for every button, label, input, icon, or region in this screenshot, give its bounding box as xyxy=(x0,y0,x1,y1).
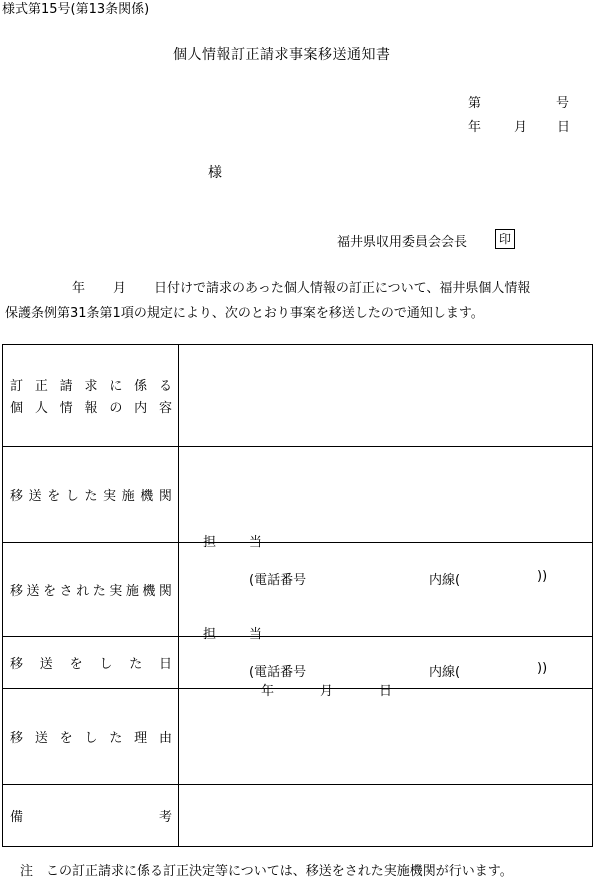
addressee-suffix: 様 xyxy=(208,165,222,181)
content-cell[interactable] xyxy=(179,345,593,447)
label-char: を xyxy=(59,731,73,746)
label-char: の xyxy=(109,401,123,416)
label-char: を xyxy=(47,489,61,504)
transfer-date-day: 日 xyxy=(379,683,393,699)
content-cell[interactable] xyxy=(179,689,593,785)
label-char: 機 xyxy=(140,489,154,504)
row1-label-line2 xyxy=(3,397,178,416)
content-cell[interactable] xyxy=(179,447,593,588)
label-char: 理 xyxy=(134,731,148,746)
sender-name: 福井県収用委員会会長 xyxy=(337,235,468,250)
label-char: 情 xyxy=(59,401,73,416)
row5-label xyxy=(3,727,178,746)
label-cell xyxy=(3,637,179,689)
label-char: た xyxy=(92,584,106,599)
label-char: た xyxy=(84,489,98,504)
label-char: 個 xyxy=(10,401,24,416)
label-char: 報 xyxy=(84,401,98,416)
row6-label xyxy=(3,806,178,825)
label-char: 訂 xyxy=(10,379,24,394)
label-char: 容 xyxy=(158,401,172,416)
extension-close: )) xyxy=(537,568,548,584)
label-char: 考 xyxy=(158,810,172,825)
extension-label: 内線( xyxy=(429,572,461,588)
document-title: 個人情報訂正請求事案移送通知書 xyxy=(173,47,391,63)
label-char: 人 xyxy=(34,401,48,416)
transfer-date-month: 月 xyxy=(320,683,334,699)
label-char: 移 xyxy=(10,657,24,672)
label-cell xyxy=(3,543,179,637)
row2-label xyxy=(3,485,178,504)
label-char: を xyxy=(69,657,83,672)
label-char: 機 xyxy=(142,584,156,599)
table-row xyxy=(3,689,593,785)
contact-tou: 当 xyxy=(249,626,263,642)
row4-label xyxy=(3,653,178,672)
document-number-suffix: 号 xyxy=(556,96,570,111)
label-char: 実 xyxy=(103,489,117,504)
content-cell[interactable] xyxy=(179,637,593,699)
label-char: 送 xyxy=(34,731,48,746)
label-char: 係 xyxy=(134,379,148,394)
row1-label-line1 xyxy=(3,375,178,394)
label-char: 移 xyxy=(10,584,24,599)
label-char: 関 xyxy=(158,584,172,599)
body-line-1 xyxy=(72,277,530,296)
label-char: 正 xyxy=(34,379,48,394)
label-char: さ xyxy=(59,584,73,599)
issue-date-year: 年 xyxy=(468,120,482,135)
content-cell[interactable] xyxy=(179,785,593,847)
label-char: を xyxy=(43,584,57,599)
extension-close: )) xyxy=(537,660,548,676)
contact-tou: 当 xyxy=(249,534,263,550)
contact-tan: 担 xyxy=(203,626,217,642)
label-char: に xyxy=(109,379,123,394)
label-char: 求 xyxy=(84,379,98,394)
body-line-2: 保護条例第31条第1項の規定により、次のとおり事案を移送したので通知します。 xyxy=(5,306,484,321)
label-char: 施 xyxy=(121,489,135,504)
notification-table xyxy=(2,344,593,847)
label-char: る xyxy=(158,379,172,394)
label-char: 日 xyxy=(158,657,172,672)
label-char: し xyxy=(84,731,98,746)
form-number-label: 様式第15号(第13条関係) xyxy=(2,2,150,17)
label-char: 備 xyxy=(10,810,24,825)
label-char: し xyxy=(99,657,113,672)
body-text-1: 日付けで請求のあった個人情報の訂正について、福井県個人情報 xyxy=(154,281,531,296)
label-cell xyxy=(3,785,179,847)
table-row xyxy=(3,543,593,637)
table-row xyxy=(3,345,593,447)
label-char: た xyxy=(109,731,123,746)
label-char: れ xyxy=(76,584,90,599)
row3-label xyxy=(3,580,178,599)
seal-box: 印 xyxy=(495,229,515,249)
label-char: 内 xyxy=(134,401,148,416)
issue-date-day: 日 xyxy=(557,120,571,135)
transfer-date-year: 年 xyxy=(261,683,275,699)
label-char: 送 xyxy=(26,584,40,599)
label-char: 送 xyxy=(39,657,53,672)
body-month: 月 xyxy=(113,281,127,296)
label-cell xyxy=(3,689,179,785)
table-row xyxy=(3,785,593,847)
contact-tan: 担 xyxy=(203,534,217,550)
label-cell xyxy=(3,447,179,543)
content-cell[interactable] xyxy=(179,543,593,680)
footnote: 注 この訂正請求に係る訂正決定等については、移送をされた実施機関が行います。 xyxy=(20,864,513,879)
label-char: 請 xyxy=(59,379,73,394)
document-number-prefix: 第 xyxy=(468,96,482,111)
label-char: 関 xyxy=(158,489,172,504)
phone-label: (電話番号 xyxy=(249,572,307,588)
issue-date-month: 月 xyxy=(514,120,528,135)
label-char: た xyxy=(129,657,143,672)
label-char: 送 xyxy=(28,489,42,504)
label-char: 移 xyxy=(10,731,24,746)
label-char: し xyxy=(65,489,79,504)
label-char: 移 xyxy=(10,489,24,504)
body-year: 年 xyxy=(72,281,86,296)
extension-label: 内線( xyxy=(429,664,461,680)
label-char: 由 xyxy=(158,731,172,746)
label-char: 実 xyxy=(109,584,123,599)
phone-label: (電話番号 xyxy=(249,664,307,680)
label-char: 施 xyxy=(125,584,139,599)
label-cell xyxy=(3,345,179,447)
table-row xyxy=(3,447,593,543)
